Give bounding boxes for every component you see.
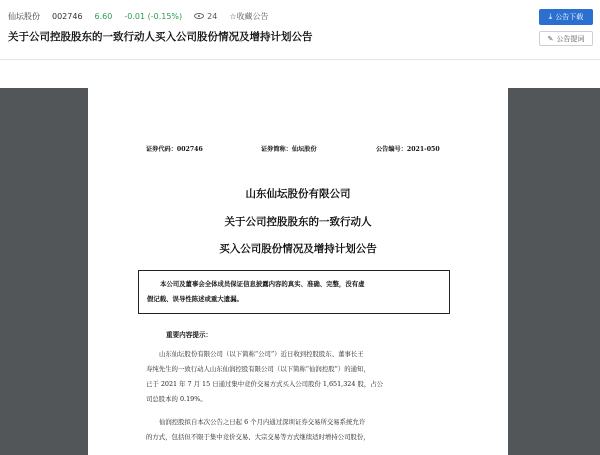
download-icon: ⤓ [548,12,553,21]
favorite-button[interactable]: ☆收藏公告 [229,11,269,21]
important-heading: 重要内容提示： [166,331,213,339]
stock-name[interactable]: 仙坛股份 [8,11,40,21]
stock-code: 002746 [52,11,83,21]
announcement-header [0,0,600,60]
company-name: 山东仙坛股份有限公司 [245,188,351,200]
disclaimer-line2: 假记载、误导性陈述或重大遗漏。 [147,295,243,303]
paragraph-2 [146,415,458,445]
view-count-value: 24 [207,11,218,21]
download-label: 公告下载 [555,13,584,21]
disclaimer-box [138,270,450,314]
stock-info-line [8,9,281,23]
report-error-button[interactable] [539,31,593,46]
edit-icon: ✎ [547,34,554,43]
download-button[interactable] [539,9,593,25]
paragraph-2-line1: 仙润控股拟自本次公告之日起 6 个月内通过深圳证券交易所交易系统允许 [159,418,366,426]
security-abbr: 证券简称：仙坛股份 [261,146,317,153]
document-title-line2: 买入公司股份情况及增持计划公告 [219,243,377,255]
eye-icon [194,13,204,19]
stock-change: -0.01 (-0.15%) [124,11,183,21]
paragraph-1-line1: 山东仙坛股份有限公司（以下简称“公司”）近日收到控股股东、董事长王 [159,350,364,358]
view-count [194,12,217,21]
paragraph-1-line4: 司总股本的 0.19%。 [146,395,207,403]
paragraph-1-line3: 已于 2021 年 7 月 15 日通过集中竞价交易方式买入公司股份 1,651,324 股，占公 [146,380,384,388]
document-title-line1: 关于公司控股股东的一致行动人 [224,216,372,228]
security-code: 证券代码：002746 [146,146,203,153]
paragraph-1 [146,347,458,407]
page-title: 关于公司控股股东的一致行动人买入公司股份情况及增持计划公告 [8,31,313,43]
paragraph-1-line2: 寿纯先生的一致行动人山东仙润控股有限公司（以下简称“仙润控股”）的通知， [146,365,370,373]
paragraph-2-line2: 的方式，包括但不限于集中竞价交易、大宗交易等方式继续适时增持公司股份， [146,433,370,441]
stock-price: 6.60 [94,11,113,21]
announcement-number: 公告编号：2021-050 [376,146,440,153]
pdf-viewer[interactable] [0,88,600,455]
disclaimer-line1: 本公司及董事会全体成员保证信息披露内容的真实、准确、完整，没有虚 [160,280,365,288]
report-error-label: 公告提词 [556,34,585,43]
pdf-page [88,88,508,455]
